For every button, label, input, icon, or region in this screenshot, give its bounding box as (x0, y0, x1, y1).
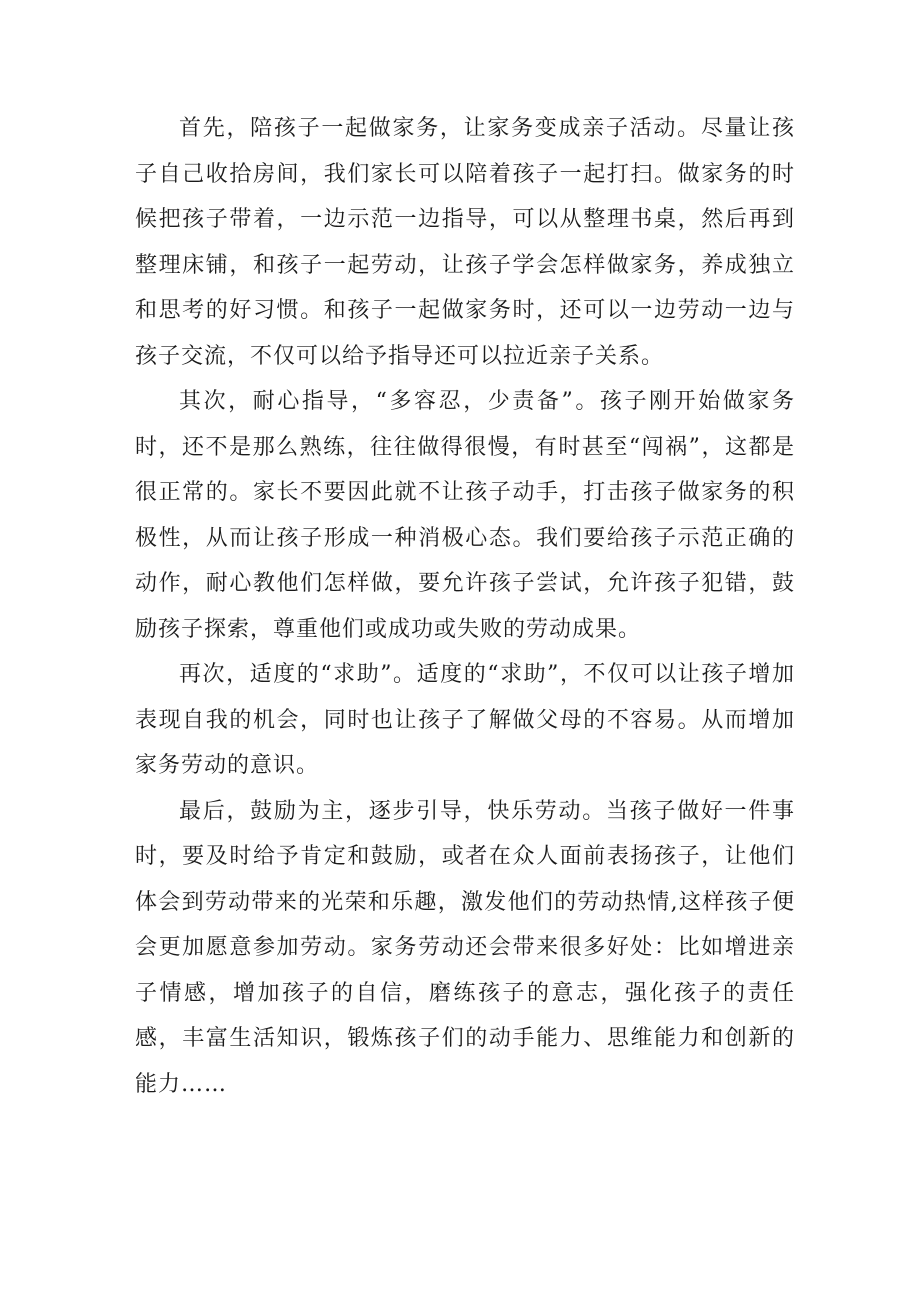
paragraph-2: 其次，耐心指导，“多容忍，少责备”。孩子刚开始做家务时，还不是那么熟练，往往做得很慢，有时甚至“闯祸”，这都是很正常的。家长不要因此就不让孩子动手，打击孩子做家务的积极性，从而让孩子形成一种消极心态。我们要给孩子示范正确的动作，耐心教他们怎样做，要允许孩子尝试，允许孩子犯错，鼓励孩子探索，尊重他们或成功或失败的劳动成果。 (135, 389, 795, 642)
paragraph-4: 最后，鼓励为主，逐步引导，快乐劳动。当孩子做好一件事时，要及时给予肯定和鼓励，或者在众人面前表扬孩子，让他们体会到劳动带来的光荣和乐趣，激发他们的劳动热情,这样孩子便会更加愿意参加劳动。家务劳动还会带来很多好处：比如增进亲子情感，增加孩子的自信，磨练孩子的意志，强化孩子的责任感，丰富生活知识，锻炼孩子们的动手能力、思维能力和创新的能力…… (135, 798, 795, 1097)
document-body (135, 106, 795, 1107)
paragraph-3: 再次，适度的“求助”。适度的“求助”，不仅可以让孩子增加表现自我的机会，同时也让孩子了解做父母的不容易。从而增加家务劳动的意识。 (135, 662, 795, 778)
paragraph-1: 首先，陪孩子一起做家务，让家务变成亲子活动。尽量让孩子自己收拾房间，我们家长可以陪着孩子一起打扫。做家务的时候把孩子带着，一边示范一边指导，可以从整理书桌，然后再到整理床铺，和孩子一起劳动，让孩子学会怎样做家务，养成独立和思考的好习惯。和孩子一起做家务时，还可以一边劳动一边与孩子交流，不仅可以给予指导还可以拉近亲子关系。 (135, 116, 795, 369)
